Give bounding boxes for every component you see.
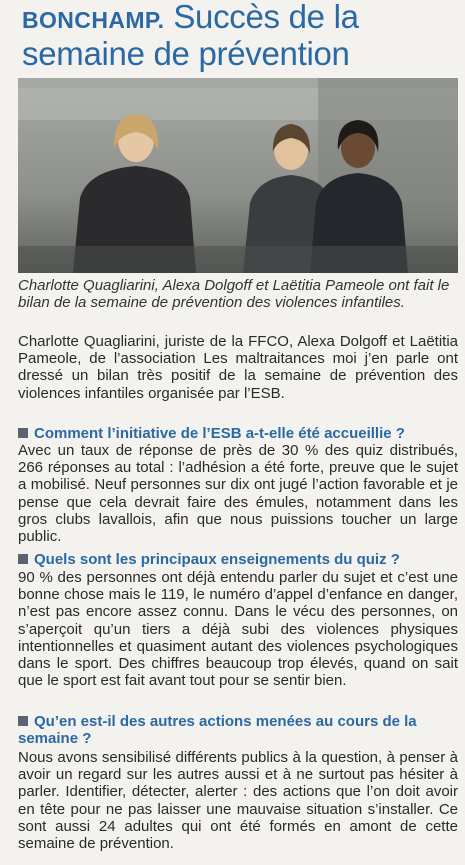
question-2-text: Quels sont les principaux enseignements du quiz ? (34, 551, 400, 568)
bullet-square-icon (18, 428, 28, 438)
question-3-text: Qu’en est-il des autres actions menées au cours de la semaine ? (18, 713, 417, 747)
question-1 (18, 425, 458, 442)
article-intro: Charlotte Quagliarini, juriste de la FFCO, Alexa Dolgoff et Laëtitia Pameole, de l’association Les maltraitances moi j’en parle ont dressé un bilan très positif de la semaine de prévention des violences infantiles organisée par l’ESB. (18, 333, 458, 402)
answer-2: 90 % des personnes ont déjà entendu parler du sujet et c’est une bonne chose mais le 119, le numéro d’appel d’enfance en danger, n’est pas encore assez connu. Dans le vécu des personnes, on s’aperçoit qu’un tiers a déjà subi des violences physiques intentionnelles et quasiment autant des violences psychologiques dans le sport. Des chiffres beaucoup trop élevés, quand on sait que le sport est fait avant tout pour se sentir bien. (18, 569, 458, 690)
bullet-square-icon (18, 554, 28, 564)
question-1-text: Comment l’initiative de l’ESB a-t-elle été accueillie ? (34, 425, 405, 442)
answer-1: Avec un taux de réponse de près de 30 % des quiz distribués, 266 réponses au total : l’adhésion a été forte, preuve que le sujet a mobilisé. Neuf personnes sur dix ont jugé l’action favorable et je pense que cela devrait faire des émules, notamment dans les gros clubs lavallois, afin que nous puissions toucher un large public. (18, 442, 458, 546)
article-headline (22, 0, 457, 71)
headline-kicker: BONCHAMP. (22, 7, 165, 33)
answer-3: Nous avons sensibilisé différents publics à la question, à penser à avoir un regard sur les autres aussi et à ne surtout pas hésiter à parler. Identifier, détecter, alerter : des actions que l’on doit avoir en tête pour ne pas laisser une mauvaise situation s’installer. Ce sont aussi 24 adultes qui ont été formés en amont de cette semaine de prévention. (18, 749, 458, 853)
headline-title: Succès de la semaine de prévention (22, 0, 359, 72)
photo-illustration (18, 78, 458, 273)
bullet-square-icon (18, 716, 28, 726)
photo-caption: Charlotte Quagliarini, Alexa Dolgoff et Laëtitia Pameole ont fait le bilan de la semaine de prévention des violences infantiles. (18, 277, 450, 311)
question-2 (18, 551, 458, 568)
article-photo (18, 78, 458, 273)
question-3 (18, 713, 458, 747)
